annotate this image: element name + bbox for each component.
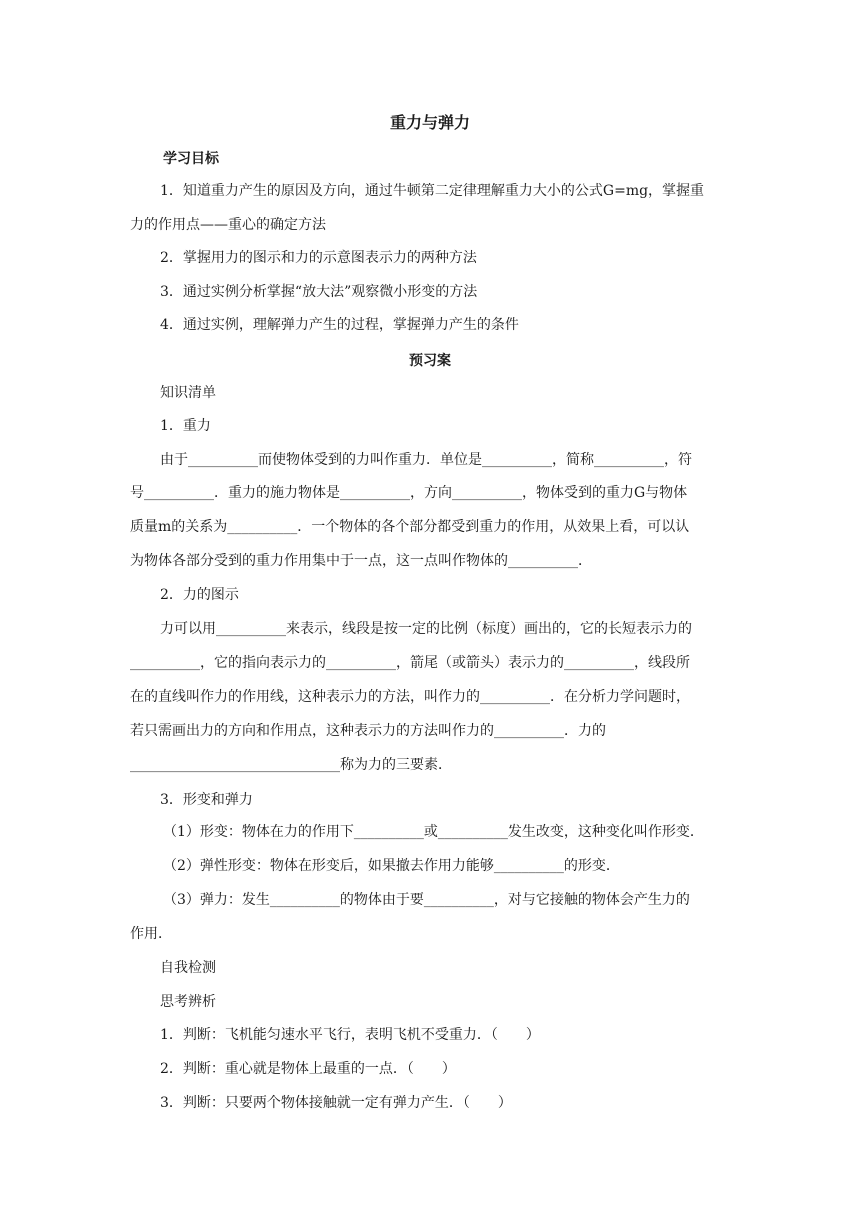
selfcheck-question-3: 3．判断：只要两个物体接触就一定有弹力产生．（ ） <box>160 1095 512 1111</box>
gravity-line-4: 为物体各部分受到的重力作用集中于一点，这一点叫作物体的__________． <box>130 553 592 569</box>
objective-1-line-2: 力的作用点——重心的确定方法 <box>130 217 326 233</box>
elastic-item-2: （2）弹性形变：物体在形变后，如果撤去作用力能够__________的形变． <box>163 858 620 874</box>
selfcheck-subheading: 思考辨析 <box>160 994 216 1010</box>
diagram-line-5: ______________________________称为力的三要素． <box>130 757 452 773</box>
objective-4: 4．通过实例，理解弹力产生的过程，掌握弹力产生的条件 <box>160 317 519 333</box>
diagram-section-title: 2．力的图示 <box>160 587 239 603</box>
gravity-line-3: 质量m的关系为__________．一个物体的各个部分都受到重力的作用，从效果上看，可以认 <box>130 519 690 535</box>
elastic-item-3-line-2: 作用． <box>130 926 172 942</box>
objectives-heading: 学习目标 <box>163 151 219 167</box>
selfcheck-question-2: 2．判断：重心就是物体上最重的一点．（ ） <box>160 1061 456 1077</box>
gravity-section-title: 1．重力 <box>160 418 211 434</box>
diagram-line-2: __________，它的指向表示力的__________，箭尾（或箭头）表示力的__________，线段所 <box>130 655 690 671</box>
objective-3: 3．通过实例分析掌握“放大法”观察微小形变的方法 <box>160 284 478 300</box>
preview-heading: 预习案 <box>409 353 451 369</box>
elastic-item-3-line-1: （3）弹力：发生__________的物体由于要__________，对与它接触的物体会产生力的 <box>163 892 690 908</box>
selfcheck-heading: 自我检测 <box>160 960 216 976</box>
diagram-line-4: 若只需画出力的方向和作用点，这种表示力的方法叫作力的__________．力的 <box>130 723 606 739</box>
document-title: 重力与弹力 <box>389 113 470 132</box>
knowledge-list-label: 知识清单 <box>160 385 216 401</box>
elastic-section-title: 3．形变和弹力 <box>160 792 253 808</box>
objective-1-line-1: 1．知道重力产生的原因及方向，通过牛顿第二定律理解重力大小的公式G=mg，掌握重 <box>160 183 705 199</box>
gravity-line-1: 由于__________而使物体受到的力叫作重力．单位是__________，简称__________，符 <box>160 452 692 468</box>
objective-2: 2．掌握用力的图示和力的示意图表示力的两种方法 <box>160 250 477 266</box>
elastic-item-1: （1）形变：物体在力的作用下__________或__________发生改变，这种变化叫作形变． <box>163 824 704 840</box>
selfcheck-question-1: 1．判断：飞机能匀速水平飞行，表明飞机不受重力．（ ） <box>160 1027 540 1043</box>
diagram-line-1: 力可以用__________来表示，线段是按一定的比例（标度）画出的，它的长短表示力的 <box>160 621 692 637</box>
diagram-line-3: 在的直线叫作力的作用线，这种表示力的方法，叫作力的__________．在分析力学问题时， <box>130 689 690 705</box>
gravity-line-2: 号__________．重力的施力物体是__________，方向__________，物体受到的重力G与物体 <box>130 485 688 501</box>
